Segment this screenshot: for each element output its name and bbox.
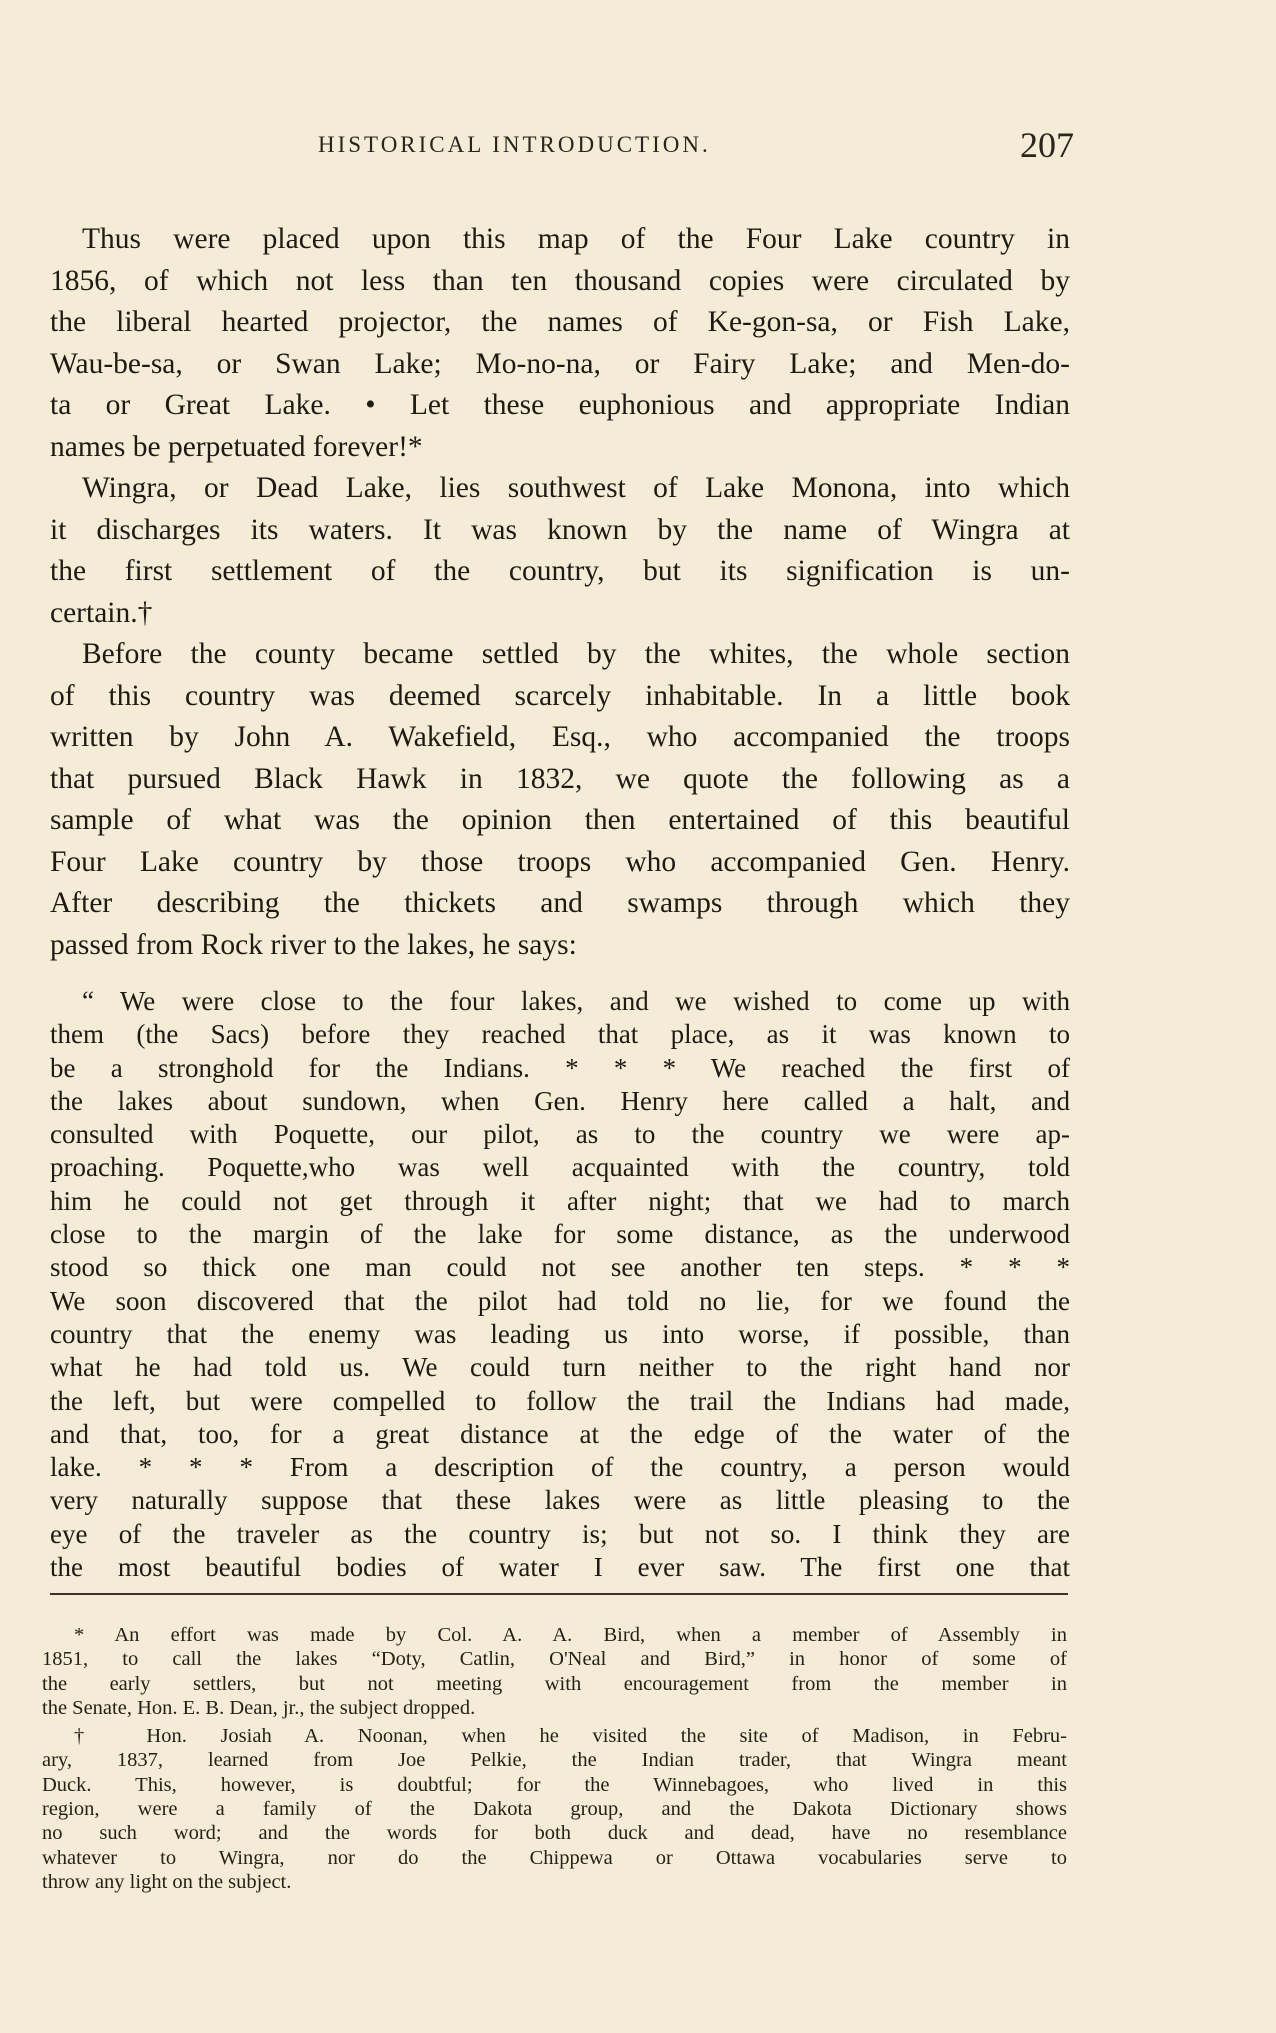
quote-line: him he could not get through it after night; that we had to march <box>50 1185 1070 1216</box>
footnote-line: ary, 1837, learned from Joe Pelkie, the Indian trader, that Wingra meant <box>42 1749 1067 1772</box>
running-head-title: HISTORICAL INTRODUCTION. <box>318 132 711 157</box>
text-line: Four Lake country by those troops who accompanied Gen. Henry. <box>50 845 1070 878</box>
text-line: the first settlement of the country, but its signification is un- <box>50 555 1070 587</box>
text-line: sample of what was the opinion then entertained of this beautiful <box>50 804 1070 836</box>
quote-line: close to the margin of the lake for some distance, as the underwood <box>50 1219 1070 1250</box>
quote-line: “ We were close to the four lakes, and we wished to come up with <box>82 986 1070 1016</box>
quote-line: the lakes about sundown, when Gen. Henry here called a halt, and <box>50 1085 1070 1116</box>
text-line: certain.† <box>50 596 153 629</box>
paragraph-before-settlement <box>50 634 1070 966</box>
quote-line: very naturally suppose that these lakes were as little pleasing to the <box>50 1485 1070 1516</box>
footnote-noonan <box>42 1724 1067 1894</box>
footnote-line: throw any light on the subject. <box>42 1870 292 1893</box>
quote-line: lake. * * * From a description of the country, a person would <box>50 1452 1070 1483</box>
footnote-line: 1851, to call the lakes “Doty, Catlin, O'Neal and Bird,” in honor of some of <box>42 1648 1067 1671</box>
text-line: of this country was deemed scarcely inhabitable. In a little book <box>50 679 1070 712</box>
text-line: Wingra, or Dead Lake, lies southwest of Lake Monona, into which <box>82 472 1070 504</box>
text-line: passed from Rock river to the lakes, he says: <box>50 928 577 961</box>
quote-line: and that, too, for a great distance at the edge of the water of the <box>50 1418 1070 1449</box>
text-line: that pursued Black Hawk in 1832, we quote the following as a <box>50 762 1070 795</box>
text-line: Thus were placed upon this map of the Four Lake country in <box>82 223 1070 255</box>
page-number: 207 <box>1020 125 1074 165</box>
quote-line: stood so thick one man could not see another ten steps. * * * <box>50 1252 1070 1283</box>
footnote-line: region, were a family of the Dakota group, and the Dakota Dictionary shows <box>42 1798 1067 1821</box>
footnote-bird <box>42 1623 1067 1720</box>
text-line: names be perpetuated forever!* <box>50 430 423 463</box>
footnote-line: † Hon. Josiah A. Noonan, when he visited the site of Madison, in Febru- <box>74 1725 1067 1748</box>
quote-line: be a stronghold for the Indians. * * * We reached the first of <box>50 1052 1070 1083</box>
paragraph-wingra <box>50 468 1070 634</box>
footnote-line: Duck. This, however, is doubtful; for the Winnebagoes, who lived in this <box>42 1773 1067 1796</box>
text-line: it discharges its waters. It was known by the name of Wingra at <box>50 513 1070 546</box>
footnote-divider <box>50 1593 1068 1595</box>
text-line: the liberal hearted projector, the names of Ke-gon-sa, or Fish Lake, <box>50 306 1070 338</box>
footnote-line: no such word; and the words for both duck and dead, have no resemblance <box>42 1822 1067 1845</box>
quote-line: We soon discovered that the pilot had told no lie, for we found the <box>50 1285 1070 1316</box>
footnote-line: * An effort was made by Col. A. A. Bird, when a member of Assembly in <box>74 1624 1067 1646</box>
quote-line: eye of the traveler as the country is; but not so. I think they are <box>50 1518 1070 1549</box>
quote-line: the left, but were compelled to follow the trail the Indians had made, <box>50 1385 1070 1416</box>
quote-line: country that the enemy was leading us into worse, if possible, than <box>50 1318 1070 1349</box>
text-line: ta or Great Lake. • Let these euphonious and appropriate Indian <box>50 389 1070 421</box>
footnote-line: whatever to Wingra, nor do the Chippewa or Ottawa vocabularies serve to <box>42 1846 1067 1869</box>
quote-line: proaching. Poquette,who was well acquainted with the country, told <box>50 1152 1070 1183</box>
footnote-line: the early settlers, but not meeting with encouragement from the member in <box>42 1672 1067 1695</box>
footnotes <box>42 1623 1067 1898</box>
text-line: Wau-be-sa, or Swan Lake; Mo-no-na, or Fairy Lake; and Men-do- <box>50 347 1070 380</box>
quote-line: what he had told us. We could turn neither to the right hand nor <box>50 1352 1070 1383</box>
text-line: After describing the thickets and swamps through which they <box>50 887 1070 919</box>
text-line: Before the county became settled by the whites, the whole section <box>82 638 1070 670</box>
quote-line: them (the Sacs) before they reached that place, as it was known to <box>50 1019 1070 1050</box>
text-line: written by John A. Wakefield, Esq., who accompanied the troops <box>50 721 1070 753</box>
footnote-line: the Senate, Hon. E. B. Dean, jr., the subject dropped. <box>42 1696 476 1719</box>
paragraph-lake-names <box>50 219 1070 468</box>
quote-line: consulted with Poquette, our pilot, as to the country we were ap- <box>50 1119 1070 1150</box>
quote-line: the most beautiful bodies of water I ever saw. The first one that <box>50 1552 1070 1583</box>
running-head <box>318 124 1078 174</box>
block-quote <box>50 985 1070 1584</box>
text-line: 1856, of which not less than ten thousand copies were circulated by <box>50 264 1070 297</box>
